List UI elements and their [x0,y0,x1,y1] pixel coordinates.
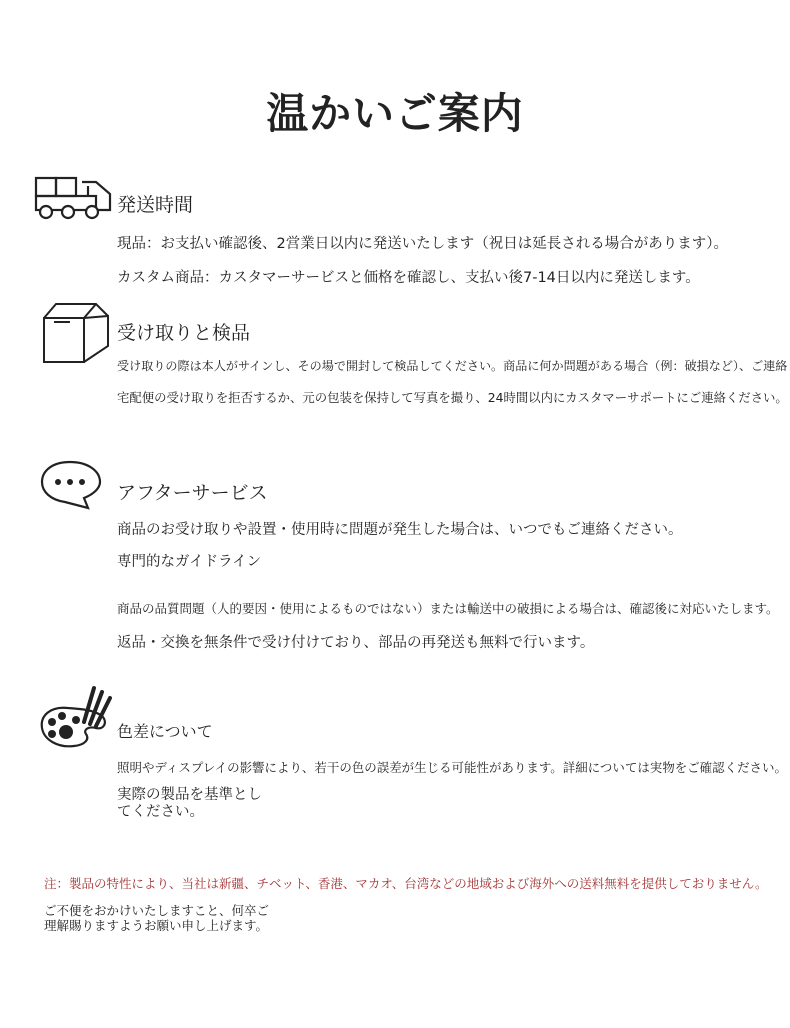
chat-bubble-icon [38,458,104,510]
after-service-line-2: 専門的なガイドライン [117,554,262,570]
shipping-heading: 発送時間 [117,194,194,216]
truck-icon [32,174,118,220]
after-service-heading: アフターサービス [117,482,268,504]
palette-icon [38,682,116,754]
inspection-line-2: 宅配便の受け取りを拒否するか、元の包装を保持して写真を撮り、24時間以内にカスタマーサポートにご連絡ください。 [117,391,788,405]
shipping-note: 注：製品の特性により、当社は新疆、チベット、香港、マカオ、台湾などの地域および海外への送料無料を提供しておりません。 [44,876,768,891]
apology-line-1: ご不便をおかけいたしますこと、何卒ご [44,903,270,918]
inspection-line-1: 受け取りの際は本人がサインし、その場で開封して検品してください。商品に何か問題がある場合（例：破損など）、ご連絡 [117,359,788,373]
after-service-line-1: 商品のお受け取りや設置・使用時に問題が発生した場合は、いつでもご連絡ください。 [117,522,683,538]
page-title: 温かいご案内 [266,89,524,138]
after-service-line-3: 商品の品質問題（人的要因・使用によるものではない）または輸送中の破損による場合は、確認後に対応いたします。 [117,601,779,616]
color-diff-line-2a: 実際の製品を基準とし [117,787,262,803]
color-diff-line-2b: てください。 [117,804,204,820]
inspection-heading: 受け取りと検品 [117,322,251,344]
apology-line-2: 理解賜りますようお願い申し上げます。 [44,918,269,933]
color-diff-heading: 色差について [117,722,213,741]
shipping-line-2: カスタム商品：カスタマーサービスと価格を確認し、支払い後7-14日以内に発送します。 [117,270,700,286]
after-service-line-4: 返品・交換を無条件で受け付けており、部品の再発送も無料で行います。 [117,635,595,651]
shipping-line-1: 現品：お支払い確認後、2営業日以内に発送いたします（祝日は延長される場合があります）。 [117,236,728,252]
box-icon [38,300,114,370]
color-diff-line-1: 照明やディスプレイの影響により、若干の色の誤差が生じる可能性があります。詳細については実物をご確認ください。 [117,760,787,775]
